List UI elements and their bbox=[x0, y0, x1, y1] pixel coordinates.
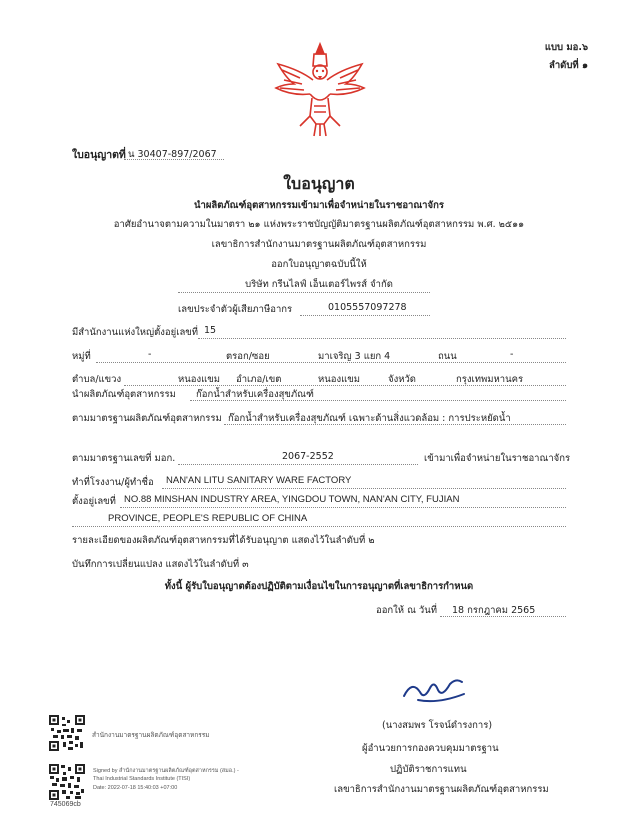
digsig-line-1: Signed by สำนักงานมาตรฐานผลิตภัณฑ์อุตสาหกรรม (สมอ.) - bbox=[93, 768, 239, 774]
road-value: - bbox=[510, 349, 514, 360]
form-code: แบบ มอ.๖ bbox=[544, 42, 588, 53]
factory-address-line2: PROVINCE, PEOPLE'S REPUBLIC OF CHINA bbox=[108, 513, 308, 524]
address-line bbox=[124, 385, 566, 386]
condition-note: ทั้งนี้ ผู้รับใบอนุญาตต้องปฏิบัติตามเงื่อนไขในการอนุญาตที่เลขาธิการกำหนด bbox=[164, 581, 474, 592]
subdistrict-value: หนองแขม bbox=[178, 374, 220, 385]
signer-title-2: ปฏิบัติราชการแทน bbox=[390, 764, 467, 775]
signature bbox=[398, 674, 470, 708]
province-label: จังหวัด bbox=[388, 374, 416, 385]
taxid-value: 0105557097278 bbox=[328, 302, 407, 313]
document-title: ใบอนุญาต bbox=[283, 174, 355, 193]
office-label: มีสำนักงานแห่งใหญ่ตั้งอยู่เลขที่ bbox=[72, 327, 199, 338]
authority-line: อาศัยอำนาจตามความในมาตรา ๒๑ แห่งพระราชบัญญัติมาตรฐานผลิตภัณฑ์อุตสาหกรรม พ.ศ. ๒๕๑๑ bbox=[113, 219, 525, 230]
tis-number: 2067-2552 bbox=[282, 451, 334, 462]
tis-line bbox=[178, 464, 418, 465]
standard-label: ตามมาตรฐานผลิตภัณฑ์อุตสาหกรรม bbox=[72, 413, 222, 424]
digsig-line-3: Date: 2022-07-18 15:40:03 +07:00 bbox=[93, 785, 178, 791]
product-line bbox=[190, 400, 566, 401]
signer-name: (นางสมพร โรจน์ดำรงการ) bbox=[382, 720, 493, 731]
subdistrict-label: ตำบล/แขวง bbox=[72, 374, 122, 385]
office-number: 15 bbox=[204, 325, 217, 336]
digital-signature-qr-icon[interactable] bbox=[49, 764, 85, 800]
license-number: น 30407-897/2067 bbox=[128, 149, 217, 160]
changes-note: บันทึกการเปลี่ยนแปลง แสดงไว้ในลำดับที่ ๓ bbox=[72, 559, 249, 570]
order-number: ลำดับที่ ๑ bbox=[549, 60, 588, 71]
factory-name: NAN'AN LITU SANITARY WARE FACTORY bbox=[166, 475, 352, 486]
garuda-emblem-icon bbox=[270, 40, 370, 140]
license-number-label: ใบอนุญาตที่ bbox=[72, 149, 126, 161]
factory-address-rule2 bbox=[72, 526, 566, 527]
district-label: อำเภอ/เขต bbox=[236, 374, 282, 385]
moo-line bbox=[96, 362, 566, 363]
digsig-line-2: Thai Industrial Standards Institute (TISI) bbox=[93, 776, 191, 782]
factory-address-rule1 bbox=[120, 507, 566, 508]
company-line bbox=[178, 292, 430, 293]
qr-code-icon[interactable] bbox=[49, 715, 85, 751]
import-label: เข้ามาเพื่อจำหน่ายในราชอาณาจักร bbox=[424, 453, 571, 464]
soi-value: มาเจริญ 3 แยก 4 bbox=[318, 351, 391, 362]
tis-label: ตามมาตรฐานเลขที่ มอก. bbox=[72, 453, 176, 464]
standard-line bbox=[224, 424, 566, 425]
footer-agency: สำนักงานมาตรฐานผลิตภัณฑ์อุตสาหกรรม bbox=[92, 731, 210, 739]
factory-line bbox=[162, 488, 566, 489]
license-number-line bbox=[124, 159, 224, 160]
taxid-label: เลขประจำตัวผู้เสียภาษีอากร bbox=[178, 304, 293, 315]
details-note: รายละเอียดของผลิตภัณฑ์อุตสาหกรรมที่ได้รับอนุญาต แสดงไว้ในลำดับที่ ๒ bbox=[72, 535, 375, 546]
document-subtitle: นำผลิตภัณฑ์อุตสาหกรรมเข้ามาเพื่อจำหน่ายในราชอาณาจักร bbox=[194, 200, 444, 211]
issue-date-line bbox=[440, 616, 566, 617]
soi-label: ตรอก/ซอย bbox=[226, 351, 270, 362]
factory-label: ทำที่โรงงาน/ผู้ทำชื่อ bbox=[72, 477, 154, 488]
issue-line: ออกใบอนุญาตฉบับนี้ให้ bbox=[271, 259, 367, 270]
issue-date: 18 กรกฎาคม 2565 bbox=[452, 605, 536, 616]
factory-address-label: ตั้งอยู่เลขที่ bbox=[72, 496, 116, 507]
doc-code: 745069cb bbox=[50, 801, 81, 808]
office-line bbox=[198, 338, 566, 339]
product-label: นำผลิตภัณฑ์อุตสาหกรรม bbox=[72, 389, 176, 400]
taxid-line bbox=[300, 315, 430, 316]
district-value: หนองแขม bbox=[318, 374, 360, 385]
moo-label: หมู่ที่ bbox=[72, 351, 91, 362]
standard-name: ก๊อกน้ำสำหรับเครื่องสุขภัณฑ์ เฉพาะด้านสิ่งแวดล้อม : การประหยัดน้ำ bbox=[228, 413, 511, 424]
signer-title-3: เลขาธิการสำนักงานมาตรฐานผลิตภัณฑ์อุตสาหกรรม bbox=[334, 784, 549, 795]
product-name: ก๊อกน้ำสำหรับเครื่องสุขภัณฑ์ bbox=[196, 389, 314, 400]
signer-title-1: ผู้อำนวยการกองควบคุมมาตรฐาน bbox=[362, 743, 499, 754]
moo-value: - bbox=[148, 349, 152, 360]
issue-date-label: ออกให้ ณ วันที่ bbox=[376, 605, 438, 616]
issuer-line: เลขาธิการสำนักงานมาตรฐานผลิตภัณฑ์อุตสาหกรรม bbox=[211, 239, 427, 250]
road-label: ถนน bbox=[438, 351, 457, 362]
licensee-company: บริษัท กรีนไลฟ์ เอ็นเตอร์ไพรส์ จำกัด bbox=[245, 279, 393, 290]
province-value: กรุงเทพมหานคร bbox=[456, 374, 524, 385]
factory-address-line1: NO.88 MINSHAN INDUSTRY AREA, YINGDOU TOWN, NAN'AN CITY, FUJIAN bbox=[124, 494, 460, 505]
